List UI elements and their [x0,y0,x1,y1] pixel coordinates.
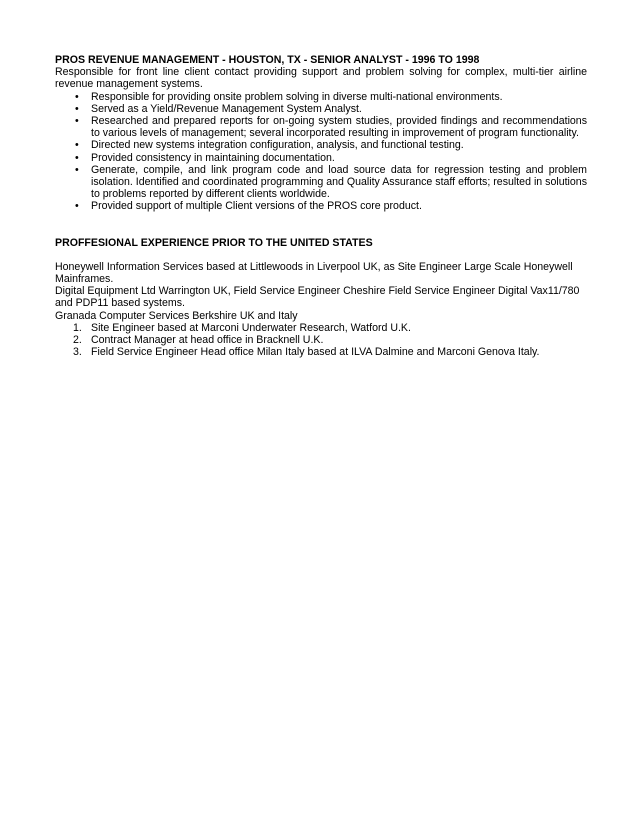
list-item [55,322,587,334]
list-number: 1. [73,321,82,334]
list-item-text: Contract Manager at head office in Bracknell U.K. [91,334,324,347]
list-item-text: Field Service Engineer Head office Milan Italy based at ILVA Dalmine and Marconi Genova Italy. [91,346,540,359]
resume-page [55,54,587,358]
list-item [55,164,587,201]
numbered-list [55,322,587,359]
experience-line: Honeywell Information Services based at Littlewoods in Liverpool UK, as Site Engineer Large Scale Honeywell Mainframes. [55,260,573,286]
list-item-text: Generate, compile, and link program code and load source data for regression testing and problem isolation. Identified and coordinated programming and Quality Assurance staff efforts; resulted in solutions to problems reported by different clients worldwide. [91,163,587,201]
bullet-icon: • [75,163,79,176]
responsibilities-list [55,91,587,213]
list-item-text: Responsible for providing onsite problem solving in diverse multi-national environments. [91,90,503,103]
bullet-icon: • [75,90,79,103]
list-number: 2. [73,334,82,347]
list-item-text: Provided consistency in maintaining documentation. [91,151,335,164]
list-item-text: Provided support of multiple Client versions of the PROS core product. [91,200,422,213]
list-item [55,91,587,103]
bullet-icon: • [75,115,79,128]
experience-line: Granada Computer Services Berkshire UK and Italy [55,309,298,322]
bullet-icon: • [75,151,79,164]
list-item [55,115,587,139]
section-spacer [55,213,587,237]
list-item-text: Researched and prepared reports for on-going system studies, provided findings and recommendations to various levels of management; several incorporated resulting in improvement of program functionality. [91,115,587,140]
bullet-icon: • [75,200,79,213]
experience-line: Digital Equipment Ltd Warrington UK, Field Service Engineer Cheshire Field Service Engineer Digital Vax11/780 and PDP11 based systems. [55,285,580,310]
list-item [55,346,587,358]
list-item [55,152,587,164]
list-item-text: Site Engineer based at Marconi Underwater Research, Watford U.K. [91,321,411,334]
bullet-icon: • [75,139,79,152]
list-item [55,103,587,115]
list-item [55,139,587,151]
list-number: 3. [73,346,82,359]
bullet-icon: • [75,102,79,115]
section-spacer [55,249,587,261]
section-intro: Responsible for front line client contact providing support and problem solving for complex, multi-tier airline revenue management systems. [55,66,587,91]
list-item-text: Served as a Yield/Revenue Management System Analyst. [91,102,362,115]
list-item-text: Directed new systems integration configuration, analysis, and functional testing. [91,139,464,152]
list-item [55,334,587,346]
section-heading-pros: PROS REVENUE MANAGEMENT - HOUSTON, TX - SENIOR ANALYST - 1996 TO 1998 [55,54,480,66]
section-heading-prior-experience: PROFFESIONAL EXPERIENCE PRIOR TO THE UNITED STATES [55,236,373,249]
list-item [55,200,587,212]
